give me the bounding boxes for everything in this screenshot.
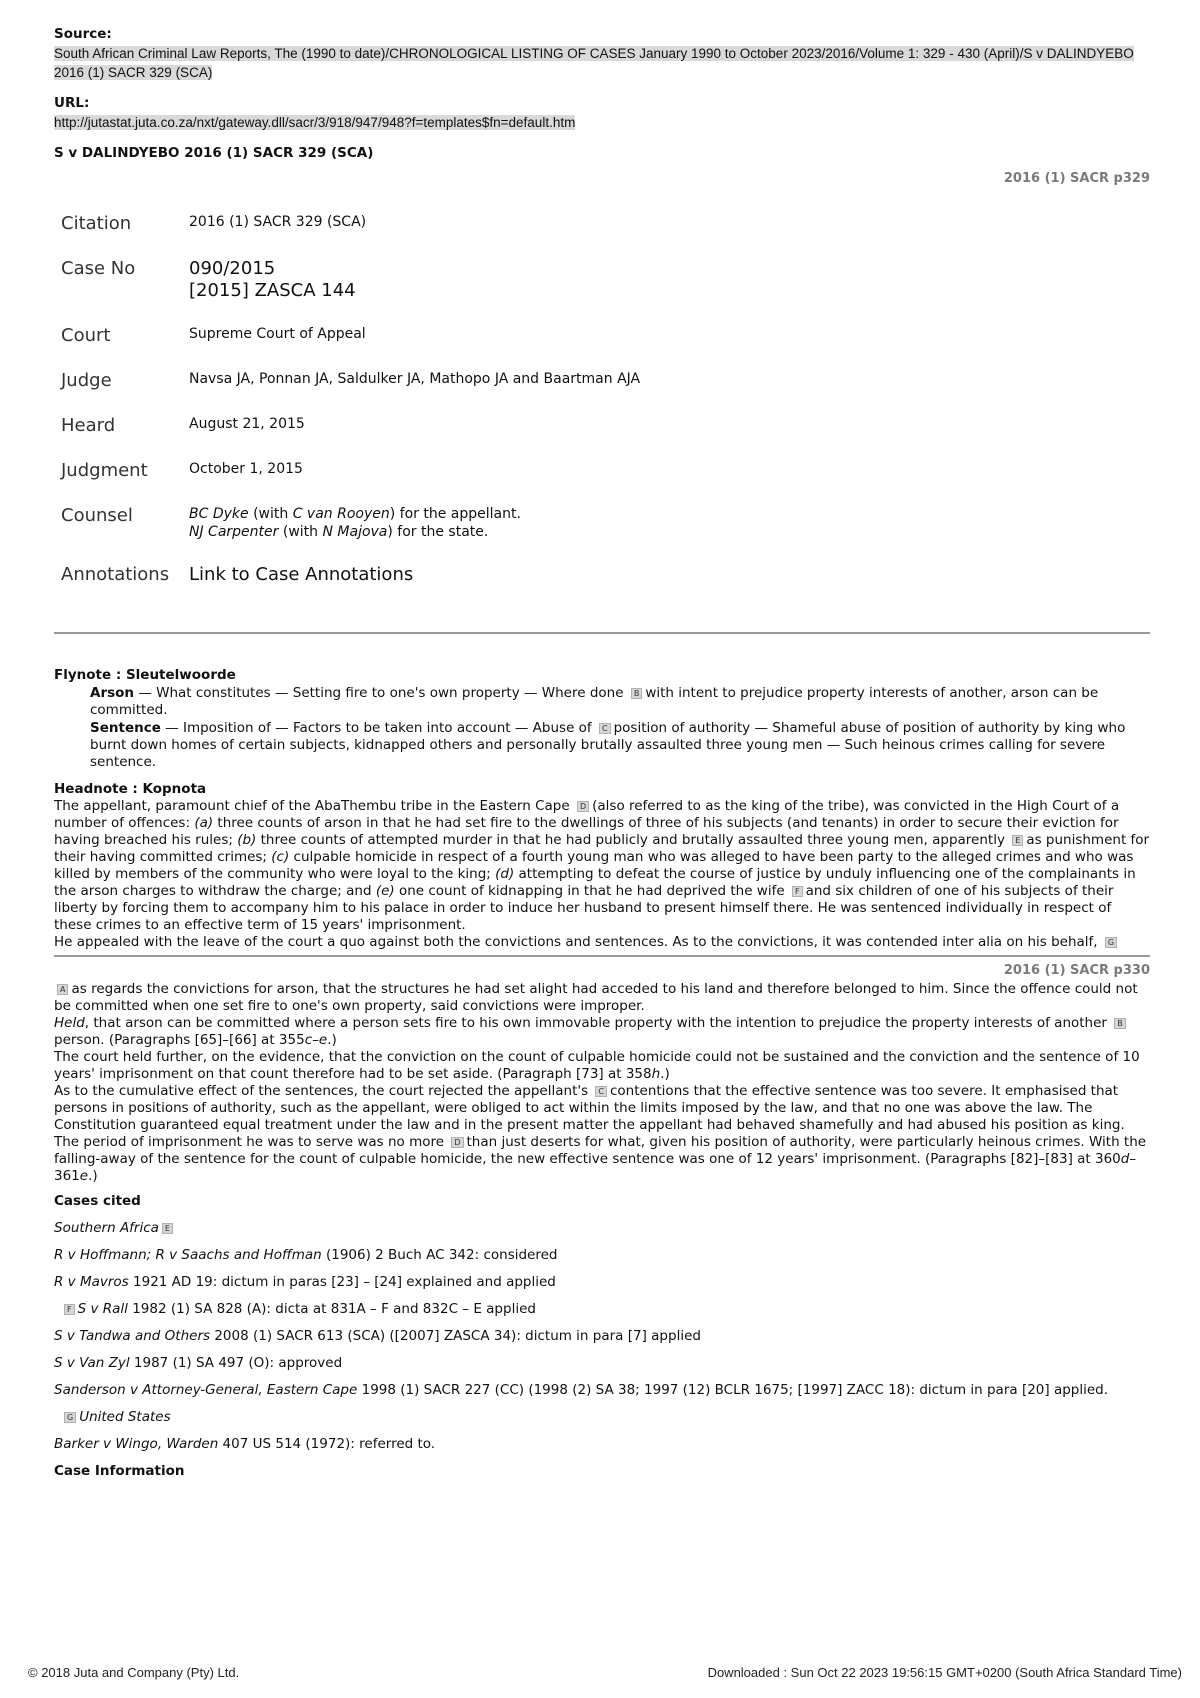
headnote-body (54, 798, 1150, 951)
court-label: Court (61, 325, 111, 346)
counsel-text: (with (248, 506, 293, 522)
counsel-text: ) for the state. (387, 524, 489, 540)
headnote-italic: e (79, 1168, 89, 1184)
counsel-label: Counsel (61, 505, 133, 526)
headnote-italic: (d) (495, 866, 515, 882)
heard-value: August 21, 2015 (189, 416, 305, 432)
counsel-line-1 (189, 505, 640, 523)
headnote-paragraph (54, 1083, 1150, 1185)
copyright-text: © 2018 Juta and Company (Pty) Ltd. (28, 1665, 240, 1680)
headnote-text: as regards the convictions for arson, that the structures he had set alight had acceded to his land and therefore belonged to him. Since the offence could not be committed when one set fire to one's own property, said convictions were improper. (54, 981, 1138, 1014)
page-ref-330: 2016 (1) SACR p330 (1003, 963, 1150, 978)
counsel-text: (with (278, 524, 323, 540)
cited-case (54, 1247, 1150, 1264)
judge-value: Navsa JA, Ponnan JA, Saldulker JA, Mathopo JA and Baartman AJA (189, 371, 641, 387)
page-divider (54, 955, 1150, 957)
headnote-italic: (a) (194, 815, 214, 831)
case-citation: 1921 AD 19: dictum in paras [23] – [24] explained and applied (128, 1274, 556, 1290)
headnote-italic: Held (54, 1015, 85, 1031)
headnote-italic: e (318, 1032, 328, 1048)
headnote-italic: h (651, 1066, 661, 1082)
headnote-text: than just deserts for what, given his position of authority, were particularly heinous crimes. With the falling-away of the sentence for the count of culpable homicide, the new effective sentence was one of 12 years' imprisonment. (Paragraphs [82]–[83] at 360 (54, 1134, 1147, 1167)
cited-case (54, 1382, 1150, 1399)
headnote-body-continued (54, 981, 1150, 1185)
counsel-value (189, 505, 640, 564)
headnote-text: three counts of arson in that he had set fire to the dwellings of three of his subjects (and tenants) in order to secure their eviction for having breached his rules; (54, 815, 1119, 848)
cited-case (54, 1301, 1150, 1318)
flynote-heading: Sentence (90, 720, 161, 736)
source-text: South African Criminal Law Reports, The (1990 to date)/CHRONOLOGICAL LISTING OF CASES January 1990 to October 2023/2016/Volume 1: 329 - 430 (April)/S v DALINDYEBO 2016 (1) SACR 329 (SCA) (54, 46, 1134, 80)
annotations-label: Annotations (61, 564, 170, 585)
flynote-sentence (90, 720, 1150, 771)
jurisdiction-heading (54, 1220, 1150, 1237)
headnote-text: (also referred to as the king of the tribe), was convicted in the High Court of a number of offences: (54, 798, 1120, 831)
citation-value: 2016 (1) SACR 329 (SCA) (189, 214, 367, 230)
flynote-text: position of authority — Shameful abuse of position of authority by king who burnt down homes of certain subjects, kidnapped others and personally brutally assaulted three young men — Such heinous crimes calling for severe sentence. (90, 720, 1126, 770)
counsel-text: ) for the appellant. (389, 506, 521, 522)
section-divider (54, 632, 1150, 634)
headnote-text: –361 (54, 1151, 1137, 1184)
case-citation: 1998 (1) SACR 227 (CC) (1998 (2) SA 38; 1997 (12) BCLR 1675; [1997] ZACC 18): dictum in para [20] applied. (357, 1382, 1109, 1398)
headnote-italic: c (304, 1032, 313, 1048)
judgment-value: October 1, 2015 (189, 461, 303, 477)
headnote-paragraph (54, 981, 1150, 1015)
case-name: Barker v Wingo, Warden (54, 1436, 219, 1452)
headnote-paragraph (54, 798, 1150, 934)
case-name: Sanderson v Attorney-General, Eastern Cape (54, 1382, 358, 1398)
url-label: URL: (54, 95, 90, 111)
judgment-label: Judgment (61, 460, 148, 481)
jurisdiction-heading (54, 1409, 1150, 1426)
margin-marker: G (1105, 937, 1117, 948)
margin-marker: F (64, 1304, 75, 1315)
cited-case (54, 1355, 1150, 1372)
flynote-title: Flynote : Sleutelwoorde (54, 667, 236, 683)
headnote-italic: (c) (271, 849, 290, 865)
case-name: S v Rall (77, 1301, 128, 1317)
margin-marker: B (1114, 1018, 1126, 1029)
margin-marker: C (599, 723, 611, 734)
headnote-text: , that arson can be committed where a person sets fire to his own immovable property with the intention to prejudice the property interests of another (84, 1015, 1112, 1031)
margin-marker: F (792, 886, 803, 897)
counsel-name: NJ Carpenter (189, 524, 279, 540)
margin-marker: B (631, 688, 643, 699)
page-ref-329: 2016 (1) SACR p329 (1003, 171, 1150, 186)
flynote-heading: Arson (90, 685, 135, 701)
cited-case (54, 1274, 1150, 1291)
case-annotations-link[interactable]: Link to Case Annotations (189, 564, 414, 585)
flynote-text: — What constitutes — Setting fire to one's own property — Where done (134, 685, 628, 701)
headnote-italic: (e) (375, 883, 395, 899)
headnote-text: .) (327, 1032, 337, 1048)
headnote-text: The appellant, paramount chief of the AbaThembu tribe in the Eastern Cape (54, 798, 574, 814)
jurisdiction-name: United States (79, 1409, 171, 1425)
headnote-text: attempting to defeat the course of justice by unduly influencing one of the complainants in the arson charges to withdraw the charge; and (54, 866, 1136, 899)
headnote-text: – (312, 1032, 319, 1048)
case-name: R v Mavros (54, 1274, 129, 1290)
margin-marker: E (1012, 835, 1023, 846)
headnote-text: The court held further, on the evidence, that the conviction on the count of culpable homicide could not be sustained and the conviction and the sentence of 10 years' imprisonment on that count therefore had to be set aside. (Paragraph [73] at 358 (54, 1049, 1140, 1082)
cited-case (54, 1436, 1150, 1453)
counsel-name: C van Rooyen (292, 506, 390, 522)
case-citation: (1906) 2 Buch AC 342: considered (321, 1247, 558, 1263)
source-label: Source: (54, 26, 112, 42)
margin-marker: D (451, 1137, 463, 1148)
case-citation: 407 US 514 (1972): referred to. (218, 1436, 436, 1452)
headnote-text: .) (660, 1066, 670, 1082)
case-no-line-1: 090/2015 (189, 258, 276, 279)
flynote-text: with intent to prejudice property interests of another, arson can be committed. (90, 685, 1099, 718)
headnote-text: .) (88, 1168, 98, 1184)
headnote-text: one count of kidnapping in that he had deprived the wife (394, 883, 789, 899)
headnote-paragraph (54, 1049, 1150, 1083)
court-value: Supreme Court of Appeal (189, 326, 366, 342)
jurisdiction-name: Southern Africa (54, 1220, 159, 1236)
cited-case (54, 1328, 1150, 1345)
headnote-paragraph (54, 1015, 1150, 1049)
document-page (54, 26, 1150, 1480)
margin-marker: C (595, 1086, 607, 1097)
flynote-arson (90, 685, 1150, 719)
case-no-value (189, 258, 640, 325)
case-citation: 2008 (1) SACR 613 (SCA) ([2007] ZASCA 34): dictum in para [7] applied (210, 1328, 701, 1344)
case-info-table (61, 213, 640, 586)
headnote-text: person. (Paragraphs [65]–[66] at 355 (54, 1032, 305, 1048)
margin-marker: G (64, 1412, 76, 1423)
case-citation: 1982 (1) SA 828 (A): dicta at 831A – F and 832C – E applied (127, 1301, 536, 1317)
judge-label: Judge (61, 370, 112, 391)
margin-marker: A (57, 984, 68, 995)
headnote-text: He appealed with the leave of the court a quo against both the convictions and sentences. As to the convictions, it was contended inter alia on his behalf, (54, 934, 1102, 950)
case-name: S v Van Zyl (54, 1355, 130, 1371)
case-no-label: Case No (61, 258, 136, 279)
headnote-text: and six children of one of his subjects of their liberty by forcing them to accompany him to his palace in order to induce her husband to present himself there. He was sentenced individually in respect of these crimes to an effective term of 15 years' imprisonment. (54, 883, 1114, 933)
counsel-line-2 (189, 523, 640, 541)
citation-label: Citation (61, 213, 132, 234)
headnote-text: As to the cumulative effect of the sentences, the court rejected the appellant's (54, 1083, 593, 1099)
flynote-text: — Imposition of — Factors to be taken into account — Abuse of (160, 720, 596, 736)
cases-cited-title: Cases cited (54, 1193, 141, 1209)
url-link[interactable]: http://jutastat.juta.co.za/nxt/gateway.dll/sacr/3/918/947/948?f=templates$fn=default.htm (54, 115, 576, 130)
headnote-italic: d (1120, 1151, 1130, 1167)
headnote-title: Headnote : Kopnota (54, 781, 207, 797)
counsel-name: BC Dyke (189, 506, 249, 522)
heard-label: Heard (61, 415, 116, 436)
headnote-text: culpable homicide in respect of a fourth young man who was alleged to have been party to the alleged crimes and who was killed by members of the community who were loyal to the king; (54, 849, 1134, 882)
case-title: S v DALINDYEBO 2016 (1) SACR 329 (SCA) (54, 145, 374, 161)
case-name: R v Hoffmann; R v Saachs and Hoffman (54, 1247, 322, 1263)
case-citation: 1987 (1) SA 497 (O): approved (129, 1355, 343, 1371)
download-timestamp: Downloaded : Sun Oct 22 2023 19:56:15 GMT+0200 (South Africa Standard Time) (707, 1665, 1182, 1680)
headnote-text: three counts of attempted murder in that he had publicly and brutally assaulted three young men, apparently (256, 832, 1010, 848)
margin-marker: E (162, 1223, 173, 1234)
headnote-text: as punishment for their having committed crimes; (54, 832, 1150, 865)
case-no-line-2: [2015] ZASCA 144 (189, 280, 356, 301)
headnote-paragraph (54, 934, 1150, 951)
margin-marker: D (577, 801, 589, 812)
case-name: S v Tandwa and Others (54, 1328, 211, 1344)
headnote-italic: (b) (237, 832, 257, 848)
case-information-title: Case Information (54, 1463, 185, 1479)
counsel-name: N Majova (322, 524, 388, 540)
headnote-text: contentions that the effective sentence was too severe. It emphasised that persons in positions of authority, such as the appellant, were obliged to act within the limits imposed by the law, and that no one was above the law. The Constitution guaranteed equal treatment under the law and in the present matter the appellant had behaved shamefully and had abused his position as king. The period of imprisonment he was to serve was no more (54, 1083, 1125, 1150)
